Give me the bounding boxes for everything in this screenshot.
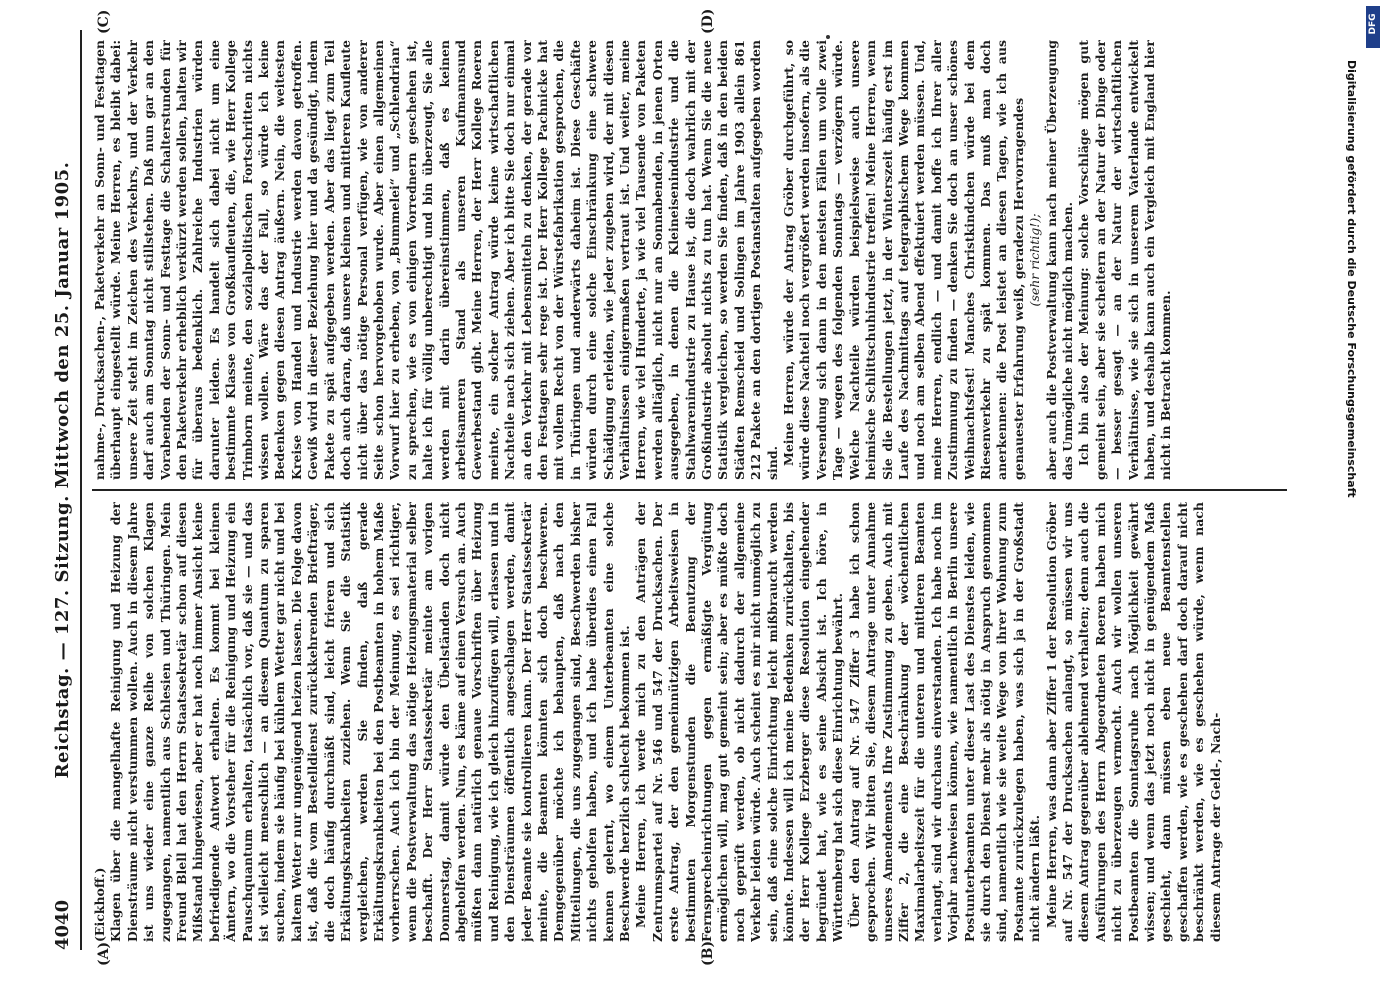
right-paragraph-4: Ich bin also der Meinung: solche Vorschläge mögen gut gemeint sein, aber sie scheitern an der Natur der Dinge oder — besser gesagt — an der Natur der wirtschaftlichen Verhältnisse, wie sie sich in unserem Vaterlande entwickelt haben, und deshalb kann auch ein Vergleich mit England hier nicht in Betracht kommen. <box>1076 40 1174 480</box>
margin-marker-a: (A) <box>96 941 112 966</box>
left-paragraph-3: Über den Antrag auf Nr. 547 Ziffer 3 habe ich schon gesprochen. Wir bitten Sie, diesem Antrage unter Annahme unseres Amendements Ihre Zustimmung zu geben. Auch mit Ziffer 2, die eine Beschränkung der wöchentlichen Maximalarbeitszeit für die unteren und mittleren Beamten verlangt, sind wir durchaus einverstanden. Ich habe noch im Vorjahr nachweisen können, wie namentlich in Berlin unsere Postunterbeamten unter dieser Last des Dienstes leiden, wie sie durch den Dienst mehr als nötig in Anspruch genommen sind, namentlich wie sie weite Wege von ihrer Wohnung zum Postamte zurückzulegen haben, was sich ja in der Großstadt nicht ändern läßt. <box>846 502 1043 942</box>
right-column <box>92 40 1292 480</box>
dfg-logo-text: DFG <box>1368 13 1378 35</box>
left-paragraph-1: Klagen über die mangelhafte Reinigung und Heizung der Diensträume nicht verstummen wollen. Auch in diesem Jahre ist uns wieder eine ganze Reihe von solchen Klagen zugegangen, namentlich aus Schlesien und Thüringen. Mein Freund Blell hat den Herrn Staatssekretär schon auf diesen Mißstand hingewiesen, aber er hat noch immer Ansicht keine befriedigende Antwort erhalten. Es kommt bei kleinen Ämtern, wo die Vorsteher für die Reinigung und Heizung ein Pauschquantum erhalten, tatsächlich vor, daß sie — und das ist vielleicht menschlich — an diesem Quantum zu sparen suchen, indem sie häufig bei kühlem Wetter gar nicht und bei kaltem Wetter nur ungenügend heizen lassen. Die Folge davon ist, daß die vom Bestelldienst zurückkehrenden Briefträger, die doch häufig durchnäßt sind, leicht frieren und sich Erkältungskrankheiten zuziehen. Wenn Sie die Statistik vergleichen, werden Sie finden, daß gerade Erkältungskrankheiten bei den Postbeamten in hohem Maße vorherrschen. Auch ich bin der Meinung, es sei richtiger, wenn die Postverwaltung das nötige Heizungsmaterial selber beschafft. Der Herr Staatssekretär meinte am vorigen Donnerstag, damit würde den Übelständen doch nicht abgeholfen werden. Nun, es käme auf einen Versuch an. Auch müßten dann natürlich genaue Vorschriften über Heizung und Reinigung, wie ich gleich hinzufügen will, erlassen und in den Diensträumen öffentlich angeschlagen werden, damit jeder Beamte sie kontrollieren kann. Der Herr Staatssekretär meinte, die Beamten könnten sich doch beschweren. Demgegenüber möchte ich behaupten, daß nach den Mitteilungen, die uns zugegangen sind, Beschwerden bisher nichts geholfen haben, und ich habe überdies einen Fall kennen gelernt, wo einem Unterbeamten eine solche Beschwerde herzlich schlecht bekommen ist. <box>108 502 632 942</box>
digitization-note: Digitalisierung gefördert durch die Deutsche Forschungsgemeinschaft <box>1345 60 1358 498</box>
page-header <box>52 30 76 950</box>
header-rule <box>80 30 82 950</box>
dfg-logo <box>1366 6 1380 48</box>
page-number: 4040 <box>52 899 73 950</box>
digitization-sidebar <box>1340 60 1360 980</box>
right-paragraph-2: Meine Herren, würde der Antrag Gröber durchgeführt, so würde diese Nachteil noch vergrößert werden insofern, als die Versendung sich dann in den meisten Fällen um volle zwei Tage — wegen des folgenden Sonntags — verzögern würde. Welche Nachteile würden beispielsweise auch unsere heimische Schlittschuhindustrie treffen! Meine Herren, wenn Sie die Bestellungen jetzt, in der Winterszeit häufig erst im Laufe des Nachmittags auf telegraphischem Wege kommen und noch am selben Abend effektuiert werden müssen. Und, meine Herren, endlich — und damit hoffe ich Ihrer aller Zustimmung zu finden — denken Sie doch an unser schönes Weihnachtsfest! Manches Christkindchen würde bei dem Riesenverkehr zu spät kommen. Das muß man doch anerkennen: die Post leistet an diesen Tagen, wie ich aus genauester Erfahrung weiß, geradezu Hervorragendes <box>781 40 1026 480</box>
right-paragraph-3: aber auch die Postverwaltung kann nach meiner Überzeugung das Unmögliche nicht möglich machen. <box>1043 40 1075 480</box>
margin-marker-b: (B) <box>700 940 716 966</box>
margin-marker-d: (D) <box>700 8 716 34</box>
left-paragraph-2: Meine Herren, ich werde mich zu den Anträgen der Zentrumspartei auf Nr. 546 und 547 der Drucksachen. Der erste Antrag, der den gemeinnützigen Arbeitsweisen in bestimmten Morgenstunden die Benutzung der Fernsprecheinrichtungen gegen ermäßigte Vergütung ermöglichen will, mag gut gemeint sein; aber es müßte doch noch geprüft werden, ob nicht dadurch der allgemeine Verkehr leiden würde. Auch scheint es mir nicht unmöglich zu sein, daß eine solche Einrichtung leicht mißbraucht werden könnte. Indessen will ich meine Bedenken zurückhalten, bis der Herr Kollege Erzberger diese Resolution eingehender begründet hat, wie es seine Absicht ist. Ich höre, in Württemberg hat sich diese Einrichtung bewährt. <box>633 502 846 942</box>
page-title: Reichstag. — 127. Sitzung. Mittwoch den 25. Januar 1905. <box>52 161 73 779</box>
scan-speck <box>826 35 830 39</box>
margin-marker-c: (C) <box>96 9 112 34</box>
speaker-intro: (Eickhoff.) <box>92 867 107 942</box>
column-divider <box>92 489 1287 491</box>
left-column <box>92 502 1292 942</box>
interjection: (sehr richtig!); <box>1027 213 1043 307</box>
right-paragraph-1: nahme-, Drucksachen-, Paketverkehr an Sonn- und Festtagen überhaupt eingestellt würde. Meine Herren, es bleibt dabei: unsere Zeit steht im Zeichen des Verkehrs, und der Verkehr darf auch am Sonntag nicht stillstehen. Daß nun gar an den Vorabenden der Sonn- und Festtage die Schalterstunden für den Paketverkehr erheblich verkürzt werden sollen, halten wir für überaus bedenklich. Zahlreiche Industrien würden darunter leiden. Es handelt sich dabei nicht um eine bestimmte Klasse von Großkaufleuten, die, wie Herr Kollege Trimborn meinte, den sozialpolitischen Fortschritten nichts wissen wollen. Wäre das der Fall, so würde ich keine Bedenken gegen diesen Antrag äußern. Nein, die weitesten Kreise von Handel und Industrie werden davon getroffen. Gewiß wird in dieser Beziehung hier und da gesündigt, indem Pakete zu spät aufgegeben werden. Aber das liegt zum Teil doch auch daran, daß unsere kleinen und mittleren Kaufleute nicht über das nötige Personal verfügen, wie von anderer Seite schon hervorgehoben wurde. Aber einen allgemeinen Vorwurf hier zu erheben, von „Bummelei“ und „Schlendrian“ zu sprechen, wie es von einigen Vorrednern geschehen ist, halte ich für völlig unberechtigt und bin überzeugt, Sie alle werden mit darin übereinstimmen, daß es keinen arbeitsameren Stand als unseren Kaufmannsund Gewerbestand gibt. Meine Herren, der Herr Kollege Roeren meinte, ein solcher Antrag würde keine wirtschaftlichen Nachteile nach sich ziehen. Aber ich bitte Sie doch nur einmal an den Verkehr mit Lebensmitteln zu denken, der gerade vor den Festtagen sehr rege ist. Der Herr Kollege Pachnicke hat mit vollem Recht von der Würstefabrikation gesprochen, die in Thüringen und anderwärts daheim ist. Diese Geschäfte würden durch eine solche Einschränkung eine schwere Schädigung erleiden, wie jeder zugeben wird, der mit diesen Verhältnissen einigermaßen vertraut ist. Und weiter, meine Herren, wie viel Hunderte, ja wie viel Tausende von Paketen werden alltäglich, nicht nur an Sonnabenden, in jenen Orten ausgegeben, in denen die Kleineisenindustrie und die Stahlwarenindustrie zu Hause ist, die doch wahrlich mit der Großindustrie absolut nichts zu tun hat. Wenn Sie die neue Statistik vergleichen, so werden Sie finden, daß in den beiden Städten Remscheid und Solingen im Jahre 1903 allein 861 212 Pakete an den dortigen Postanstalten aufgegeben worden sind. <box>92 40 780 480</box>
left-paragraph-4: Meine Herren, was dann aber Ziffer 1 der Resolution Gröber auf Nr. 547 der Drucksachen anlangt, so müssen wir uns diesem Antrag gegenüber ablehnend verhalten; denn auch die Ausführungen des Herrn Abgeordneten Roeren haben mich nicht zu überzeugen vermocht. Auch wir wollen unseren Postbeamten die Sonntagsruhe nach Möglichkeit gewährt wissen; und wenn das jetzt noch nicht in genügendem Maß geschieht, dann müssen eben neue Beamtenstellen geschaffen werden, wie es geschehen darf doch darauf nicht beschränkt werden, wie es geschehen würde, wenn nach diesem Antrage der Geld-, Nach- <box>1043 502 1223 942</box>
